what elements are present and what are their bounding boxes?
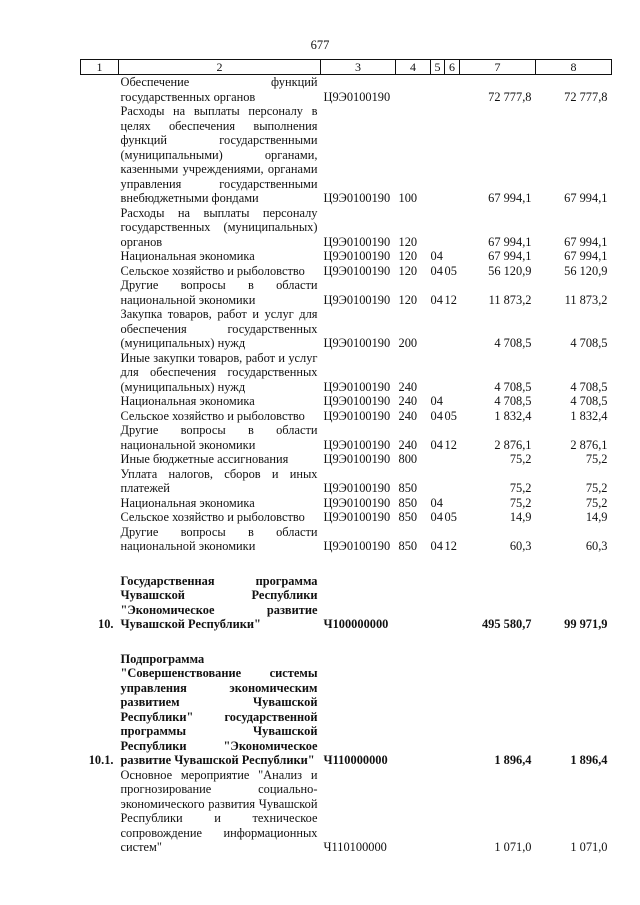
table-row: [81, 409, 612, 424]
table-row: [81, 394, 612, 409]
row-amount-7: 14,9: [509, 510, 532, 524]
row-col-5: [431, 351, 445, 395]
row-col-4: 200: [398, 336, 418, 350]
row-col-6: 05: [444, 263, 457, 278]
row-col-6: [445, 206, 460, 250]
row-amount-7: 4 708,5: [494, 379, 532, 394]
row-name: Другие вопросы в области национальной экономики: [120, 278, 318, 307]
table-row: [81, 206, 612, 250]
row-col-6: [445, 452, 460, 467]
row-col-6: [445, 249, 460, 264]
table-row: [81, 467, 612, 496]
row-col-5: [431, 574, 445, 632]
row-amount-8: 11 873,2: [564, 292, 608, 307]
row-code: Ц9Э0100190: [323, 263, 391, 278]
spacer-cell: [81, 554, 612, 574]
spacer-cell: [81, 632, 612, 652]
row-name: Сельское хозяйство и рыболовство: [120, 510, 305, 524]
row-amount-7: 75,2: [509, 495, 532, 510]
row-index: [81, 452, 119, 467]
row-col-4: 240: [398, 379, 418, 394]
table-row: [81, 496, 612, 511]
row-amount-8: 14,9: [585, 510, 608, 524]
row-amount-7: 60,3: [509, 539, 532, 553]
row-name: Расходы на выплаты персоналу в целях обеспечения выполнения функций государственными (муниципальными) органами, казенными учреждениями, органами управления государственными внебюджетными фондами: [120, 104, 318, 205]
row-code: Ц9Э0100190: [323, 408, 391, 423]
table-row: [81, 351, 612, 395]
row-amount-8: 4 708,5: [570, 394, 608, 408]
row-col-4: 100: [398, 191, 418, 205]
row-index: [81, 75, 119, 105]
row-col-4: 850: [398, 481, 418, 495]
table-row: [81, 249, 612, 264]
row-amount-7: 1 896,4: [494, 753, 532, 767]
row-name: Подпрограмма "Совершенствование системы управления экономическим развитием Чувашской Республики" государственной программы Чувашской Республики "Экономическое развитие Чувашской Республики": [120, 651, 318, 767]
row-amount-7: 67 994,1: [488, 234, 532, 249]
row-amount-8: 60,3: [585, 539, 608, 553]
row-col-5: [431, 206, 445, 250]
table-row: [81, 307, 612, 351]
row-index: [81, 278, 119, 307]
row-amount-8: 67 994,1: [564, 234, 608, 249]
row-col-6: [445, 75, 460, 105]
row-col-6: [445, 351, 460, 395]
row-col-6: [445, 768, 460, 855]
row-col-6: [445, 104, 460, 206]
spacer-row: [81, 554, 612, 574]
row-col-4: 240: [398, 394, 418, 408]
row-code: Ц9Э0100190: [323, 292, 391, 307]
row-col-6: 05: [444, 510, 457, 524]
header-col-7: 7: [460, 60, 536, 75]
row-col-6: [445, 574, 460, 632]
row-col-5: 04: [430, 249, 443, 263]
row-col-4: 240: [398, 437, 418, 452]
row-name: Другие вопросы в области национальной экономики: [120, 524, 318, 553]
row-index: [81, 249, 119, 264]
table-row: [81, 452, 612, 467]
row-col-4: [396, 652, 431, 768]
row-col-6: [445, 394, 460, 409]
row-amount-8: 75,2: [585, 495, 608, 510]
row-name: Иные закупки товаров, работ и услуг для обеспечения государственных (муниципальных) нужд: [120, 350, 318, 394]
row-col-4: 850: [398, 539, 418, 553]
row-amount-8: 2 876,1: [570, 437, 608, 452]
table-row: [81, 423, 612, 452]
row-code: Ц9Э0100190: [323, 394, 391, 408]
row-name: Государственная программа Чувашской Республики "Экономическое развитие Чувашской Республики": [120, 573, 318, 631]
row-col-4: 240: [398, 408, 418, 423]
row-index: [81, 409, 119, 424]
header-col-5: 5: [431, 60, 445, 75]
row-amount-8: 4 708,5: [570, 336, 608, 350]
row-index: 10.: [98, 617, 114, 631]
row-amount-7: 67 994,1: [488, 249, 532, 263]
row-col-6: 05: [444, 408, 457, 423]
row-amount-7: 2 876,1: [494, 437, 532, 452]
row-amount-7: 75,2: [509, 452, 532, 466]
row-col-5: [431, 104, 445, 206]
row-index: [81, 104, 119, 206]
row-name: Национальная экономика: [120, 249, 255, 263]
row-amount-8: 67 994,1: [564, 249, 608, 263]
row-col-5: 04: [430, 408, 443, 423]
row-amount-8: 4 708,5: [570, 379, 608, 394]
row-index: [81, 394, 119, 409]
row-amount-7: 67 994,1: [488, 191, 532, 205]
row-index: [81, 423, 119, 452]
row-code: Ц9Э0100190: [323, 481, 391, 495]
row-index: [81, 307, 119, 351]
row-col-4: 120: [398, 263, 418, 278]
row-code: Ц9Э0100190: [323, 379, 391, 394]
row-index: [81, 467, 119, 496]
row-col-6: [445, 652, 460, 768]
row-col-4: [396, 75, 431, 105]
table-row: [81, 652, 612, 768]
row-amount-7: 72 777,8: [488, 89, 532, 104]
row-amount-7: 11 873,2: [488, 292, 532, 307]
row-amount-7: 4 708,5: [494, 336, 532, 350]
row-index: [81, 768, 119, 855]
row-col-6: 12: [444, 437, 457, 452]
row-col-6: [445, 467, 460, 496]
row-col-5: [431, 75, 445, 105]
row-code: Ц9Э0100190: [323, 191, 391, 205]
row-col-5: [431, 768, 445, 855]
row-name: Основное мероприятие "Анализ и прогнозирование социально-экономического развития Чувашской Республики и техническое сопровождение информационных систем": [120, 767, 318, 854]
row-index: [81, 351, 119, 395]
header-col-1: 1: [81, 60, 119, 75]
table-row: [81, 75, 612, 105]
row-amount-8: 75,2: [585, 481, 608, 495]
table-row: [81, 525, 612, 554]
table-row: [81, 510, 612, 525]
row-name: Обеспечение функций государственных органов: [120, 75, 318, 104]
header-col-2: 2: [119, 60, 321, 75]
row-col-4: 850: [398, 510, 418, 524]
row-amount-7: 1 071,0: [494, 840, 532, 854]
row-name: Уплата налогов, сборов и иных платежей: [120, 466, 318, 495]
row-amount-8: 72 777,8: [564, 89, 608, 104]
row-col-5: [431, 307, 445, 351]
header-col-6: 6: [445, 60, 460, 75]
row-index: [81, 510, 119, 525]
row-col-6: [445, 307, 460, 351]
row-amount-8: 56 120,9: [564, 263, 608, 278]
row-amount-8: 67 994,1: [564, 191, 608, 205]
row-code: Ц9Э0100190: [323, 89, 391, 104]
row-name: Национальная экономика: [120, 394, 255, 408]
row-code: Ч110000000: [323, 753, 388, 767]
header-col-3: 3: [321, 60, 396, 75]
spacer-row: [81, 632, 612, 652]
row-amount-8: 1 896,4: [570, 753, 608, 767]
row-index: 10.1.: [88, 753, 114, 767]
table-row: [81, 264, 612, 279]
table-body: [81, 75, 612, 855]
row-amount-7: 1 832,4: [494, 408, 532, 423]
row-code: Ц9Э0100190: [323, 336, 391, 350]
row-col-5: [431, 452, 445, 467]
table-row: [81, 278, 612, 307]
row-amount-8: 75,2: [585, 452, 608, 466]
row-code: Ц9Э0100190: [323, 452, 391, 466]
row-col-5: 04: [430, 394, 443, 408]
budget-table: [80, 59, 612, 855]
page-number: 677: [310, 38, 330, 52]
row-col-5: 04: [430, 292, 443, 307]
row-col-5: 04: [430, 437, 443, 452]
row-col-4: [396, 768, 431, 855]
table-row: [81, 104, 612, 206]
row-col-4: [396, 574, 431, 632]
table-header: [81, 60, 612, 75]
row-index: [81, 264, 119, 279]
row-code: Ч110100000: [323, 840, 387, 854]
row-col-6: 12: [444, 539, 457, 553]
row-col-5: [431, 652, 445, 768]
row-col-5: [431, 467, 445, 496]
row-code: Ч100000000: [323, 617, 389, 631]
header-col-4: 4: [396, 60, 431, 75]
row-code: Ц9Э0100190: [323, 234, 391, 249]
row-amount-7: 75,2: [509, 481, 532, 495]
table-row: [81, 768, 612, 855]
row-name: Иные бюджетные ассигнования: [120, 452, 289, 466]
row-col-5: 04: [430, 539, 443, 553]
row-name: Расходы на выплаты персоналу государственных (муниципальных) органов: [120, 205, 318, 249]
row-col-5: 04: [430, 263, 443, 278]
row-name: Национальная экономика: [120, 495, 255, 510]
row-index: [81, 496, 119, 511]
header-col-8: 8: [536, 60, 612, 75]
row-col-4: 800: [398, 452, 418, 466]
row-code: Ц9Э0100190: [323, 510, 391, 524]
row-col-5: 04: [430, 495, 443, 510]
row-code: Ц9Э0100190: [323, 495, 391, 510]
row-index: [81, 525, 119, 554]
row-col-4: 120: [398, 292, 418, 307]
row-col-4: 120: [398, 249, 418, 263]
row-name: Закупка товаров, работ и услуг для обеспечения государственных (муниципальных) нужд: [120, 307, 318, 350]
row-amount-7: 56 120,9: [488, 263, 532, 278]
row-index: [81, 206, 119, 250]
row-code: Ц9Э0100190: [323, 437, 391, 452]
row-amount-7: 495 580,7: [481, 617, 532, 631]
row-name: Сельское хозяйство и рыболовство: [120, 263, 305, 278]
row-name: Сельское хозяйство и рыболовство: [120, 408, 305, 423]
row-col-6: [445, 496, 460, 511]
row-col-5: 04: [430, 510, 443, 524]
row-col-6: 12: [444, 292, 457, 307]
row-code: Ц9Э0100190: [323, 539, 391, 553]
row-amount-8: 1 071,0: [570, 840, 608, 854]
row-amount-8: 99 971,9: [564, 617, 608, 631]
row-col-4: 120: [398, 234, 418, 249]
row-amount-7: 4 708,5: [494, 394, 532, 408]
row-col-4: 850: [398, 495, 418, 510]
row-amount-8: 1 832,4: [570, 408, 608, 423]
row-code: Ц9Э0100190: [323, 249, 391, 263]
table-row: [81, 574, 612, 632]
row-name: Другие вопросы в области национальной экономики: [120, 423, 318, 452]
